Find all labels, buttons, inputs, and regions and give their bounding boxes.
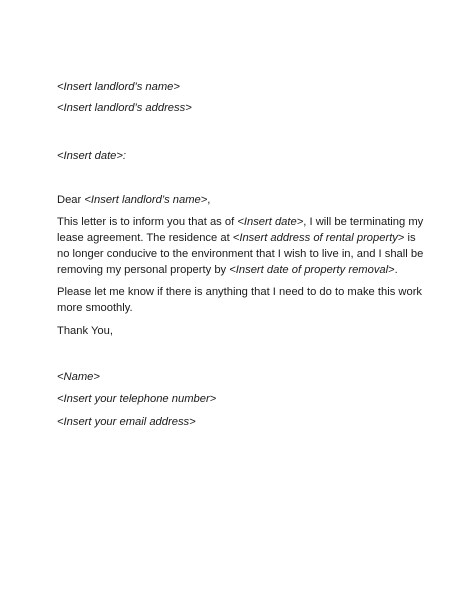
sender-telephone: <Insert your telephone number> xyxy=(57,393,217,405)
body1-placeholder-address: <Insert address of rental property xyxy=(232,232,398,244)
body1-text-4: >. xyxy=(388,264,398,276)
letter-date: <Insert date>: xyxy=(57,150,127,162)
salutation-placeholder: <Insert landlord’s name> xyxy=(84,194,208,206)
body1-text-2: , I will be terminating my lease agreement. The residence at xyxy=(57,216,424,244)
closing: Thank You, xyxy=(57,325,113,337)
sender-name: <Name> xyxy=(57,371,100,383)
salutation-suffix: , xyxy=(207,194,211,206)
sender-email: <Insert your email address> xyxy=(57,416,196,428)
landlord-address: <Insert landlord’s address> xyxy=(57,102,192,114)
body-paragraph-2: Please let me know if there is anything that I need to do to make this work more smoothly. xyxy=(57,286,423,314)
body1-placeholder-removal-date: <Insert date of property removal xyxy=(229,264,389,276)
salutation-prefix: Dear xyxy=(57,194,85,206)
body1-text-1: This letter is to inform you that as of xyxy=(57,216,238,228)
body1-placeholder-date: <Insert date> xyxy=(237,216,304,228)
landlord-name: <Insert landlord’s name> xyxy=(57,81,180,93)
body-paragraph-1 xyxy=(57,214,429,278)
body1-text-3: > is no longer conducive to the environment that I wish to live in, and I shall be removing my personal property by xyxy=(57,232,424,276)
salutation xyxy=(57,193,210,208)
